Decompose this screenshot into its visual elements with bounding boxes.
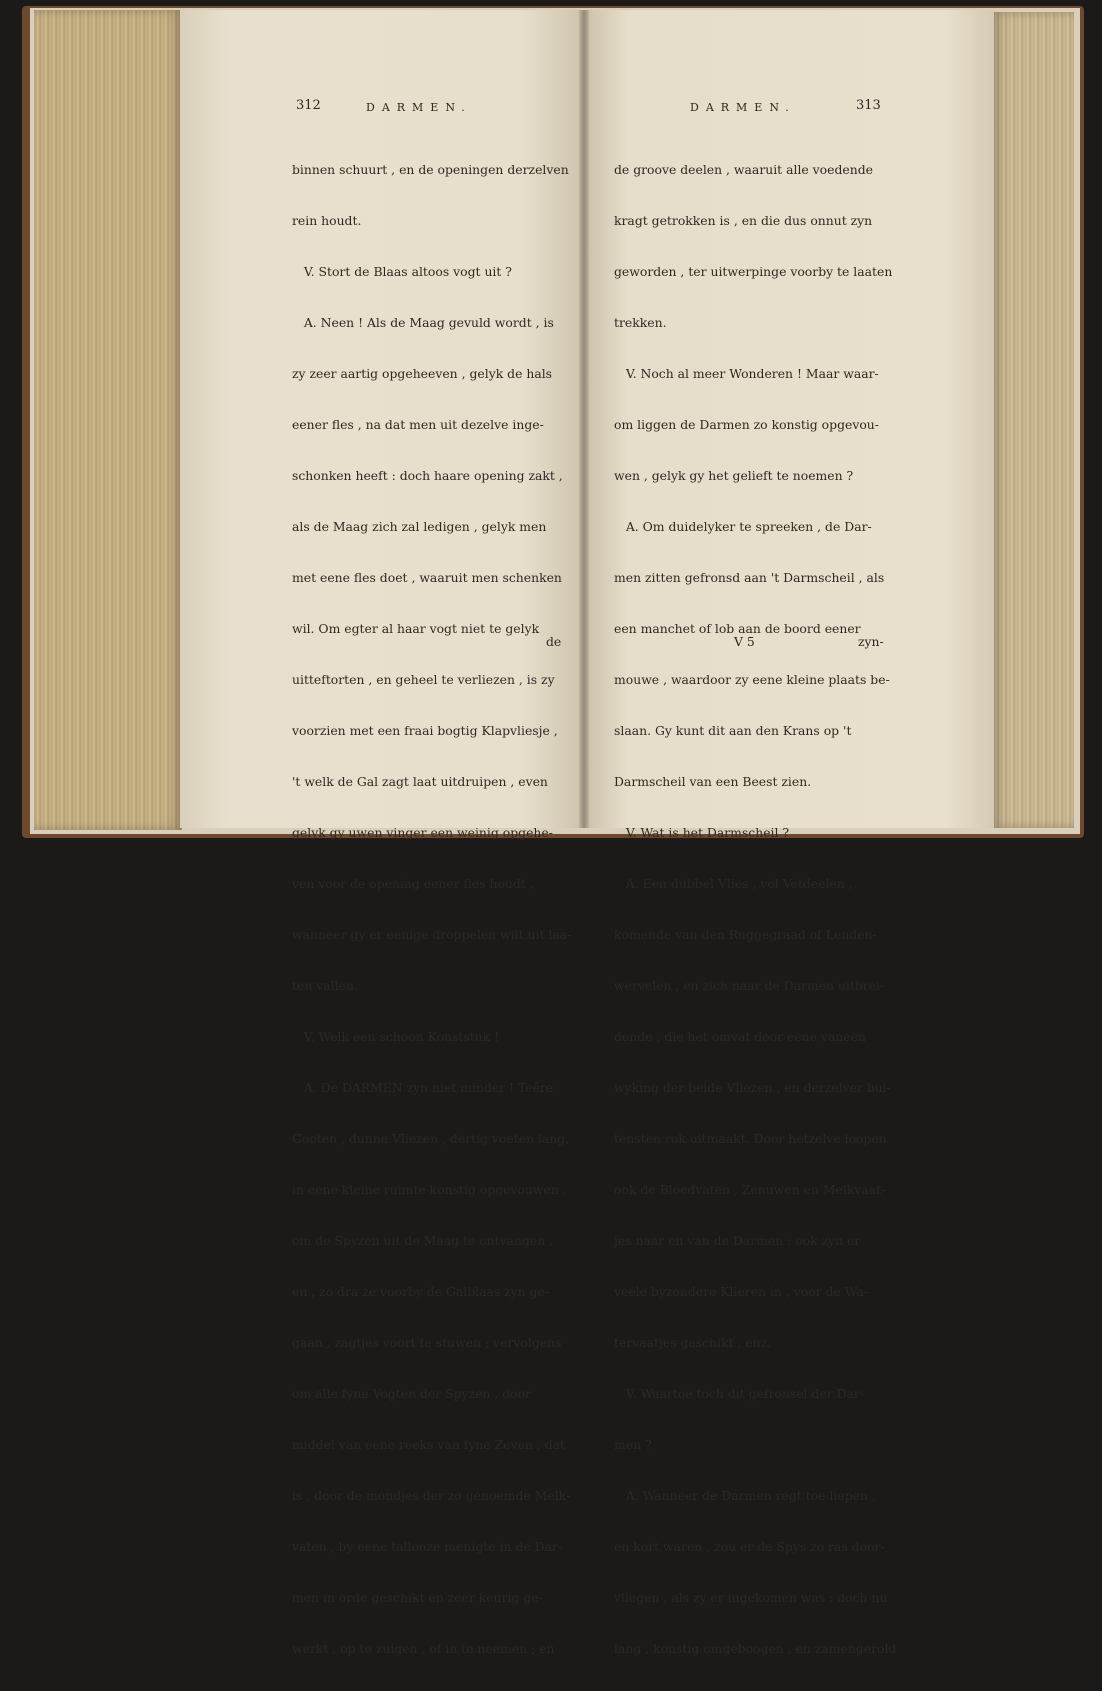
text-line: gelyk gy uwen vinger een weinig opgehe-: [292, 825, 553, 840]
text-line: is , door de mondjes der zo genoemde Melk-: [292, 1488, 571, 1503]
text-line: Gooten , dunne Vliezen , dertig voeten lang,: [292, 1131, 570, 1146]
text-line: gaan , zagtjes voort te stuwen ; vervolgens: [292, 1335, 562, 1350]
text-line: rein houdt.: [292, 213, 362, 228]
text-line: slaan. Gy kunt dit aan den Krans op 't: [614, 723, 852, 738]
text-line: binnen schuurt , en de openingen derzelven: [292, 162, 569, 177]
left-page-text: [292, 127, 571, 1691]
text-line: eener fles , na dat men uit dezelve inge-: [292, 417, 544, 432]
text-line: in eene kleine ruimte konstig opgevouwen ,: [292, 1182, 567, 1197]
text-line: wervelen , en zich naar de Darmen uitbrei-: [614, 978, 885, 993]
text-line: vaten , by eene tallooze menigte in de Dar-: [292, 1539, 563, 1554]
text-line: Darmscheil van een Beest zien.: [614, 774, 812, 789]
right-catchword: zyn-: [858, 634, 884, 649]
text-line: werkt , op te zuigen , of in te neemen ; en: [292, 1641, 555, 1656]
text-line: uitteftorten , en geheel te verliezen , is zy: [292, 672, 555, 687]
text-line: om alle fyne Vogten der Spyzen , door: [292, 1386, 531, 1401]
text-line: en kort waren , zou er de Spys zo ras door-: [614, 1539, 885, 1554]
text-line: men ?: [614, 1437, 652, 1452]
text-line: wil. Om egter al haar vogt niet te gelyk: [292, 621, 540, 636]
text-line: schonken heeft : doch haare opening zakt ,: [292, 468, 563, 483]
text-line: V. Stort de Blaas altoos vogt uit ?: [292, 264, 512, 279]
text-line: middel van eene reeks van fyne Zeven , dat: [292, 1437, 565, 1452]
text-line: om de Spyzen uit de Maag te ontvangen ,: [292, 1233, 554, 1248]
text-line: V. Noch al meer Wonderen ! Maar waar-: [614, 366, 879, 381]
text-line: komende van den Ruggegraad of Lenden-: [614, 927, 877, 942]
text-line: met eene fles doet , waaruit men schenken: [292, 570, 562, 585]
text-line: tensten rok uitmaakt. Door hetzelve loopen: [614, 1131, 887, 1146]
text-line: om liggen de Darmen zo konstig opgevou-: [614, 417, 879, 432]
right-running-title: DARMEN.: [690, 101, 796, 114]
left-page-edges: [34, 10, 182, 830]
text-line: vliegen , als zy er ingekomen was : doch nu: [614, 1590, 888, 1605]
text-line: een manchet of lob aan de boord eener: [614, 621, 861, 636]
text-line: A. De DARMEN zyn niet minder ! Teêre: [292, 1080, 554, 1095]
text-line: 't welk de Gal zagt laat uitdruipen , even: [292, 774, 548, 789]
text-line: de groove deelen , waaruit alle voedende: [614, 162, 873, 177]
left-catchword: de: [546, 634, 562, 649]
text-line: zy zeer aartig opgeheeven , gelyk de hals: [292, 366, 553, 381]
signature-mark: V 5: [734, 634, 755, 649]
text-line: ten vallen.: [292, 978, 358, 993]
text-line: A. Een dubbel Vlies , vol Vetdeelen ,: [614, 876, 853, 891]
text-line: tervaatjes geschikt , enz.: [614, 1335, 772, 1350]
text-line: A. Om duidelyker te spreeken , de Dar-: [614, 519, 872, 534]
text-line: wanneer gy er eenige droppelen wilt uit laa-: [292, 927, 572, 942]
text-line: V. Waartoe toch dit gefronsel der Dar-: [614, 1386, 865, 1401]
text-line: V. Wat is het Darmscheil ?: [614, 825, 790, 840]
text-line: A. Neen ! Als de Maag gevuld wordt , is: [292, 315, 554, 330]
right-page: [586, 10, 994, 1656]
text-line: mouwe , waardoor zy eene kleine plaats be-: [614, 672, 890, 687]
text-line: jes naar en van de Darmen : ook zyn er: [614, 1233, 861, 1248]
text-line: voorzien met een fraai bogtig Klapvliesje ,: [292, 723, 558, 738]
text-line: dende , die het omvat door eene vaneen: [614, 1029, 866, 1044]
right-page-text: [614, 127, 896, 1691]
right-page-edges: [992, 12, 1074, 828]
text-line: A. Wanneer de Darmen regt toe liepen ,: [614, 1488, 876, 1503]
right-page-number: 313: [856, 98, 881, 113]
text-line: kragt getrokken is , en die dus onnut zyn: [614, 213, 873, 228]
text-line: V. Welk een schoon Konststuk !: [292, 1029, 500, 1044]
text-line: lang , konstig omgeboogen , en zamengerold: [614, 1641, 897, 1656]
text-line: als de Maag zich zal ledigen , gelyk men: [292, 519, 547, 534]
text-line: men in orde geschikt en zeer keurig ge-: [292, 1590, 543, 1605]
left-page: [180, 10, 582, 1656]
text-line: wen , gelyk gy het gelieft te noemen ?: [614, 468, 854, 483]
text-line: geworden , ter uitwerpinge voorby te laaten: [614, 264, 893, 279]
left-running-title: DARMEN.: [366, 101, 472, 114]
left-page-number: 312: [296, 98, 321, 113]
text-line: veele byzondere Klieren in , voor de Wa-: [614, 1284, 868, 1299]
text-line: trekken.: [614, 315, 667, 330]
book-gutter: [578, 10, 590, 828]
text-line: en , zo dra ze voorby de Galblaas zyn ge-: [292, 1284, 550, 1299]
text-line: men zitten gefronsd aan 't Darmscheil , als: [614, 570, 885, 585]
text-line: ven voor de opening eener fles houdt ,: [292, 876, 534, 891]
text-line: wyking der beide Vliezen , en derzelver bui-: [614, 1080, 891, 1095]
text-line: ook de Bloedvaten , Zenuwen en Melkvaat-: [614, 1182, 886, 1197]
